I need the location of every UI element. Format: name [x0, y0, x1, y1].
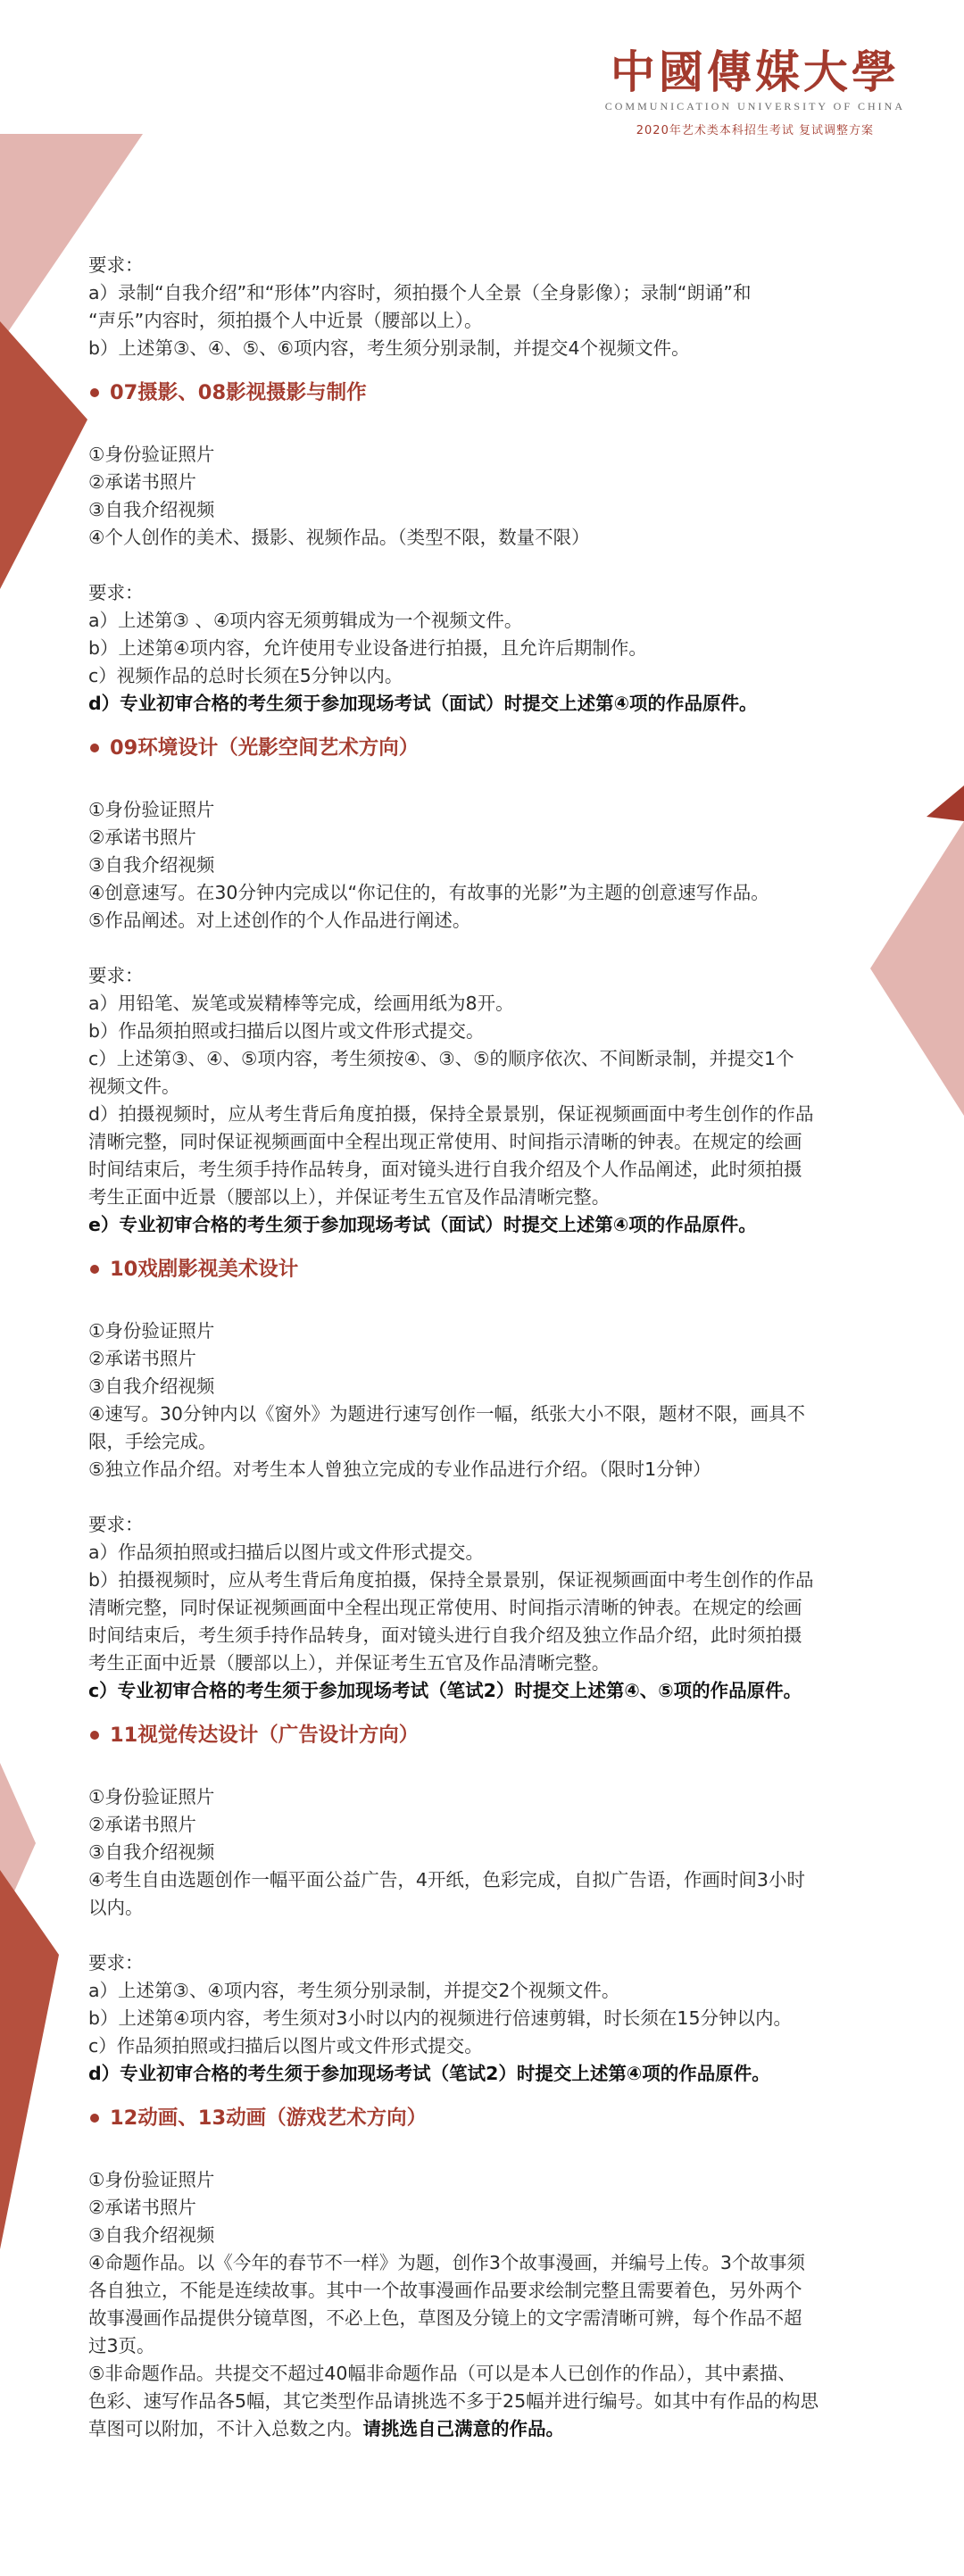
requirement-line-bold: d）专业初审合格的考生须于参加现场考试（笔试2）时提交上述第④项的作品原件。: [88, 2063, 770, 2084]
bullet-dot-icon: [90, 2114, 99, 2123]
section-visual-communication: [88, 1721, 874, 2088]
list-item: 限，手绘完成。: [88, 1431, 217, 1452]
requirements-label: 要求：: [88, 965, 144, 986]
deco-triangle-right-small-dark: [927, 785, 964, 821]
requirement-line: a）用铅笔、炭笔或炭精棒等完成，绘画用纸为8开。: [88, 993, 514, 1014]
requirement-line: c）视频作品的总时长须在5分钟以内。: [88, 665, 403, 686]
list-item-emphasis: 请挑选自己满意的作品。: [362, 2418, 564, 2439]
list-item: ④创意速写。在30分钟内完成以“你记住的，有故事的光影”为主题的创意速写作品。: [88, 882, 769, 903]
section-title: [88, 2104, 874, 2132]
requirement-line: b）上述第④项内容，考生须对3小时以内的视频进行倍速剪辑，时长须在15分钟以内。: [88, 2007, 793, 2029]
list-item: ①身份验证照片: [88, 444, 215, 465]
section-animation: [88, 2104, 874, 2443]
list-item: 以内。: [88, 1897, 144, 1918]
requirement-line: 考生正面中近景（腰部以上），并保证考生五官及作品清晰完整。: [88, 1652, 611, 1674]
section-title-text: 09环境设计（光影空间艺术方向）: [110, 736, 420, 760]
page-subtitle: 2020年艺术类本科招生考试 复试调整方案: [636, 124, 874, 137]
requirement-line: b）作品须拍照或扫描后以图片或文件形式提交。: [88, 1020, 485, 1042]
deco-triangle-right-light: [870, 821, 964, 1116]
list-item: ③自我介绍视频: [88, 1375, 215, 1397]
list-item: [88, 2415, 874, 2443]
section-title: [88, 378, 874, 407]
requirement-line-bold: c）专业初审合格的考生须于参加现场考试（笔试2）时提交上述第④、⑤项的作品原件。: [88, 1680, 802, 1701]
list-item: ③自我介绍视频: [88, 499, 215, 520]
list-item: ①身份验证照片: [88, 2169, 215, 2190]
deco-triangle-left-dark-2: [0, 1870, 59, 2249]
section-title-text: 07摄影、08影视摄影与制作: [110, 381, 367, 404]
list-item: ①身份验证照片: [88, 1320, 215, 1342]
requirement-line: b）拍摄视频时，应从考生背后角度拍摄，保持全景景别，保证视频画面中考生创作的作品: [88, 1569, 814, 1591]
list-item: ④速写。30分钟内以《窗外》为题进行速写创作一幅，纸张大小不限，题材不限，画具不: [88, 1403, 805, 1425]
requirement-line: b）上述第④项内容，允许使用专业设备进行拍摄，且允许后期制作。: [88, 637, 647, 659]
requirement-line: d）拍摄视频时，应从考生背后角度拍摄，保持全景景别，保证视频画面中考生创作的作品: [88, 1103, 814, 1125]
list-item: ④个人创作的美术、摄影、视频作品。（类型不限，数量不限）: [88, 527, 590, 548]
list-item: ④命题作品。以《今年的春节不一样》为题，创作3个故事漫画，并编号上传。3个故事须: [88, 2252, 805, 2273]
bullet-dot-icon: [90, 1265, 99, 1274]
requirement-line: 时间结束后，考生须手持作品转身，面对镜头进行自我介绍及独立作品介绍，此时须拍摄: [88, 1625, 802, 1646]
list-item: ③自我介绍视频: [88, 1841, 215, 1863]
bullet-dot-icon: [90, 744, 99, 752]
requirement-line: 清晰完整，同时保证视频画面中全程出现正常使用、时间指示清晰的钟表。在规定的绘画: [88, 1597, 802, 1618]
list-item: ②承诺书照片: [88, 827, 196, 848]
deco-triangle-left-dark-1: [0, 321, 87, 589]
requirements-label: 要求：: [88, 1514, 144, 1535]
intro-line: 要求：: [88, 254, 144, 276]
list-item: ②承诺书照片: [88, 1814, 196, 1835]
list-item: ②承诺书照片: [88, 1348, 196, 1369]
list-item: ⑤非命题作品。共提交不超过40幅非命题作品（可以是本人已创作的作品），其中素描、: [88, 2363, 796, 2384]
intro-requirements: [88, 252, 874, 362]
list-item: ⑤独立作品介绍。对考生本人曾独立完成的专业作品进行介绍。（限时1分钟）: [88, 1458, 711, 1480]
requirement-line-bold: d）专业初审合格的考生须于参加现场考试（面试）时提交上述第④项的作品原件。: [88, 693, 758, 714]
requirement-line: a）上述第③ 、④项内容无须剪辑成为一个视频文件。: [88, 610, 523, 631]
section-title-text: 12动画、13动画（游戏艺术方向）: [110, 2107, 428, 2130]
intro-line: a）录制“自我介绍”和“形体”内容时，须拍摄个人全景（全身影像）；录制“朗诵”和: [88, 282, 752, 303]
university-logo-english: COMMUNICATION UNIVERSITY OF CHINA: [604, 100, 905, 112]
main-content: [88, 252, 874, 2443]
section-title-text: 10戏剧影视美术设计: [110, 1258, 299, 1281]
list-item: ④考生自由选题创作一幅平面公益广告，4开纸，色彩完成，自拟广告语，作画时间3小时: [88, 1869, 805, 1890]
section-environment-design: [88, 734, 874, 1239]
requirements-label: 要求：: [88, 1952, 144, 1974]
requirement-line: c）上述第③、④、⑤项内容，考生须按④、③、⑤的顺序依次、不间断录制，并提交1个: [88, 1048, 794, 1069]
list-item-text: 草图可以附加，不计入总数之内。: [88, 2418, 363, 2439]
section-stage-film-art-design: [88, 1255, 874, 1705]
bullet-dot-icon: [90, 1731, 99, 1740]
list-item: ③自我介绍视频: [88, 2224, 215, 2246]
section-title: [88, 1721, 874, 1749]
page-header: [605, 46, 905, 137]
intro-line: “声乐”内容时，须拍摄个人中近景（腰部以上）。: [88, 310, 483, 331]
requirement-line: a）上述第③、④项内容，考生须分别录制，并提交2个视频文件。: [88, 1980, 620, 2001]
requirement-line-bold: e）专业初审合格的考生须于参加现场考试（面试）时提交上述第④项的作品原件。: [88, 1214, 757, 1235]
list-item: ②承诺书照片: [88, 2197, 196, 2218]
section-title: [88, 734, 874, 762]
list-item: ①身份验证照片: [88, 1786, 215, 1807]
requirement-line: 考生正面中近景（腰部以上），并保证考生五官及作品清晰完整。: [88, 1186, 611, 1208]
university-logo: 中國傳媒大學: [610, 46, 900, 98]
bullet-dot-icon: [90, 388, 99, 397]
list-item: ①身份验证照片: [88, 799, 215, 820]
list-item: 色彩、速写作品各5幅，其它类型作品请挑选不多于25幅并进行编号。如其中有作品的构思: [88, 2390, 819, 2412]
list-item: 过3页。: [88, 2335, 155, 2356]
requirement-line: 时间结束后，考生须手持作品转身，面对镜头进行自我介绍及个人作品阐述，此时须拍摄: [88, 1159, 802, 1180]
requirement-line: 清晰完整，同时保证视频画面中全程出现正常使用、时间指示清晰的钟表。在规定的绘画: [88, 1131, 802, 1152]
list-item: ③自我介绍视频: [88, 854, 215, 876]
requirements-label: 要求：: [88, 582, 144, 603]
list-item: 各自独立，不能是连续故事。其中一个故事漫画作品要求绘制完整且需要着色，另外两个: [88, 2280, 802, 2301]
intro-line: b）上述第③、④、⑤、⑥项内容，考生须分别录制，并提交4个视频文件。: [88, 337, 690, 359]
list-item: ⑤作品阐述。对上述创作的个人作品进行阐述。: [88, 910, 471, 931]
section-photography: [88, 378, 874, 718]
list-item: ②承诺书照片: [88, 471, 196, 493]
section-title-text: 11视觉传达设计（广告设计方向）: [110, 1724, 420, 1747]
section-title: [88, 1255, 874, 1284]
list-item: 故事漫画作品提供分镜草图，不必上色，草图及分镜上的文字需清晰可辨，每个作品不超: [88, 2307, 802, 2329]
requirement-line: a）作品须拍照或扫描后以图片或文件形式提交。: [88, 1541, 485, 1563]
requirement-line: c）作品须拍照或扫描后以图片或文件形式提交。: [88, 2035, 483, 2057]
requirement-line: 视频文件。: [88, 1076, 180, 1097]
